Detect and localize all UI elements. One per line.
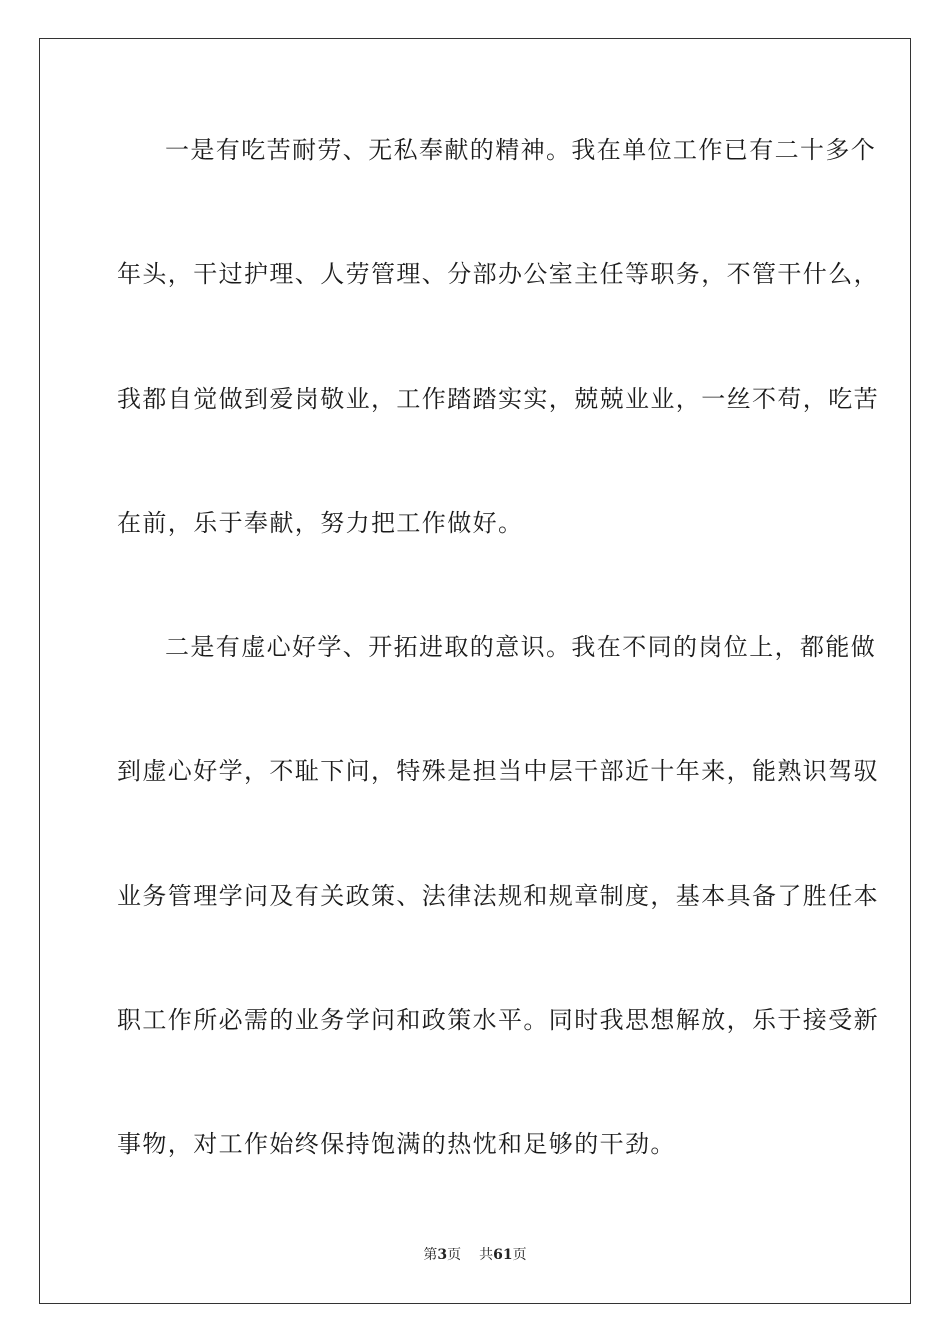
paragraph-1-line-1: 一是有吃苦耐劳、无私奉献的精神。我在单位工作已有二十多个: [165, 136, 877, 164]
page-footer: [0, 1246, 950, 1264]
page-suffix: 页: [447, 1247, 462, 1263]
total-prefix: 共: [479, 1247, 494, 1263]
paragraph-2-line-5: 事物，对工作始终保持饱满的热忱和足够的干劲。: [117, 1130, 676, 1158]
paragraph-2-line-1: 二是有虚心好学、开拓进取的意识。我在不同的岗位上，都能做: [165, 633, 877, 661]
page-number: 3: [437, 1247, 448, 1263]
total-suffix: 页: [512, 1247, 527, 1263]
paragraph-1-line-4: 在前，乐于奉献，努力把工作做好。: [117, 509, 524, 537]
total-pages: 61: [493, 1247, 513, 1263]
paragraph-1-line-3: 我都自觉做到爱岗敬业，工作踏踏实实，兢兢业业，一丝不苟，吃苦: [117, 385, 879, 413]
paragraph-2-line-3: 业务管理学问及有关政策、法律法规和规章制度，基本具备了胜任本: [117, 882, 879, 910]
paragraph-1-line-2: 年头，干过护理、人劳管理、分部办公室主任等职务，不管干什么，: [117, 260, 879, 288]
page-frame: [39, 38, 911, 1304]
paragraph-2-line-4: 职工作所必需的业务学问和政策水平。同时我思想解放，乐于接受新: [117, 1006, 879, 1034]
paragraph-2-line-2: 到虚心好学，不耻下问，特殊是担当中层干部近十年来，能熟识驾驭: [117, 757, 879, 785]
page-prefix: 第: [423, 1247, 438, 1263]
